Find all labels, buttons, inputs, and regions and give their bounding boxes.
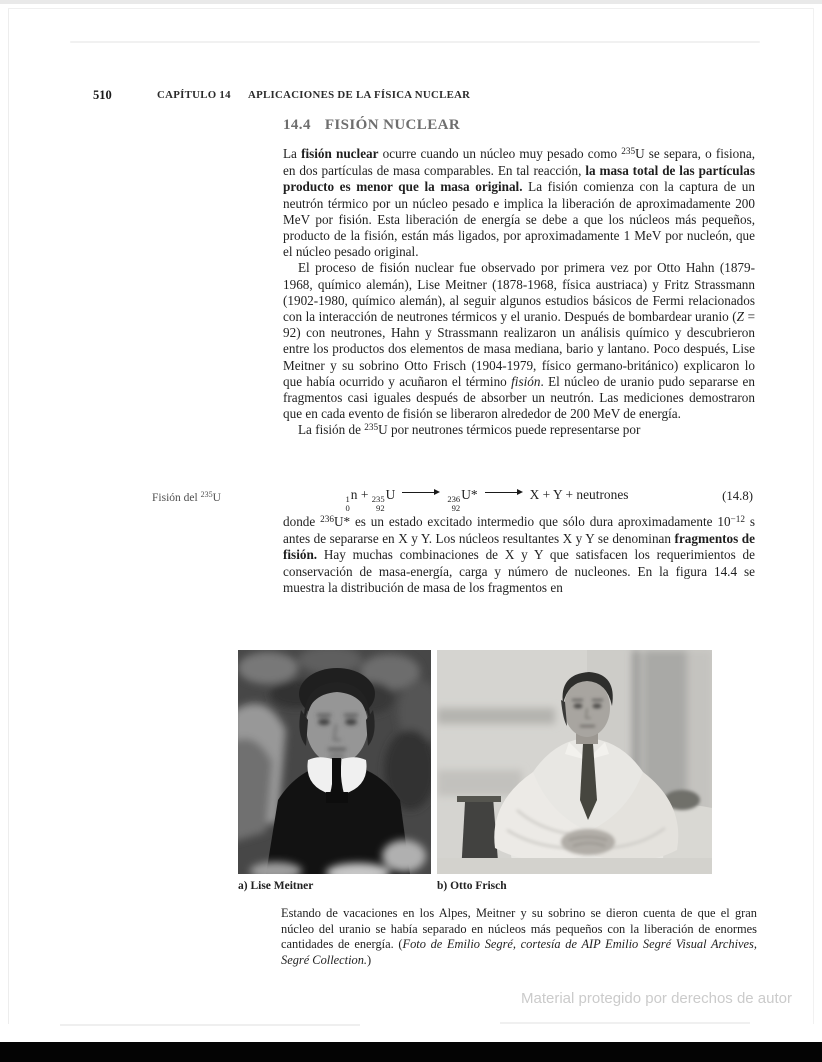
photo-lise-meitner xyxy=(238,650,431,874)
page-edge xyxy=(8,8,9,1024)
scan-artifact xyxy=(500,1022,750,1024)
bottom-black-bar xyxy=(0,1042,822,1062)
equation-number: (14.8) xyxy=(722,489,753,503)
body-paragraph-3: La fisión de $^{235}$U por neutrones térmicos puede representarse por xyxy=(298,422,641,438)
scan-artifact xyxy=(70,41,760,43)
body-paragraph-1: La fisión nuclear ocurre cuando un núcleo muy pesado como $^{235}$U se separa, o fisiona, en dos partículas de masa comparables. En tal reacción, la masa total de las partículas producto es menor que la masa original. La fisión comienza con la captura de un neutrón térmico por un núcleo pesado e implica la liberación de aproximadamente 200 MeV por fisión. Esta liberación de energía se debe a que los núcleos más pequeños, producto de la fisión, están más ligados, por aproximadamente 1 MeV por nucleón, que el núcleo pesado original. xyxy=(283,145,756,260)
caption-lise-meitner: a) Lise Meitner xyxy=(238,880,314,892)
page-edge xyxy=(8,8,814,9)
body-text-column-2 xyxy=(283,514,755,596)
otto-frisch-portrait-illustration xyxy=(437,650,712,874)
scan-edge-top-strip xyxy=(0,0,822,4)
page-number: 510 xyxy=(93,88,112,102)
photo-otto-frisch xyxy=(437,650,712,874)
caption-otto-frisch: b) Otto Frisch xyxy=(437,880,507,892)
running-header xyxy=(0,88,822,104)
copyright-watermark: Material protegido por derechos de autor xyxy=(521,990,792,1007)
margin-note-fission: Fisión del $^{235}$U xyxy=(152,490,221,504)
body-paragraph-2: El proceso de fisión nuclear fue observado por primera vez por Otto Hahn (1879-1968, químico alemán), Lise Meitner (1878-1968, física austriaca) y Fritz Strassmann (1902-1980, químico alemán), al seguir algunos estudios básicos de Fermi relacionados con la interacción de neutrones térmicos y el uranio. Después de bombardear uranio (Z = 92) con neutrones, Hahn y Strassmann realizaron un análisis químico y descubrieron entre los productos dos elementos de masa mediana, bario y lantano. Poco después, Lise Meitner y su sobrino Otto Frisch (1904-1979, físico germano-británico) explicaron lo que había ocurrido y acuñaron el término fisión. El núcleo de uranio pudo separarse en fragmentos casi iguales después de absorber un neutrón. Las mediciones demostraron que en cada evento de fisión se liberaron alrededor de 200 MeV de energía. xyxy=(283,260,756,422)
fission-equation: 1 0 n + 235 92 U 236 92 U* X + Y + neutrones xyxy=(345,487,629,513)
chapter-title: APLICACIONES DE LA FÍSICA NUCLEAR xyxy=(248,89,471,101)
figure-caption: Estando de vacaciones en los Alpes, Meitner y su sobrino se dieron cuenta de que el gran núcleo del uranio se había separado en núcleos más pequeños con la liberación de enormes cantidades de energía. (Foto de Emilio Segré, cortesía de AIP Emilio Segré Visual Archives, Segré Collection.) xyxy=(281,906,757,967)
lise-meitner-portrait-illustration xyxy=(238,650,431,874)
scan-artifact xyxy=(60,1024,360,1026)
body-text-column xyxy=(283,146,755,440)
page-edge xyxy=(813,8,814,1024)
section-title: FISIÓN NUCLEAR xyxy=(324,117,461,133)
section-number: 14.4 xyxy=(283,117,311,133)
chapter-label: CAPÍTULO 14 xyxy=(157,89,231,101)
body-paragraph-4: donde $^{236}$U* es un estado excitado intermedio que sólo dura aproximadamente $10^{-12}$ s antes de separarse en X y Y. Los núcleos resultantes X y Y se denominan fragmentos de fisión. Hay muchas combinaciones de X y Y que satisfacen los requerimientos de conservación de masa-energía, carga y número de nucleones. En la figura 14.4 se muestra la distribución de masa de los fragmentos en xyxy=(283,513,755,595)
section-heading xyxy=(283,117,460,134)
equation-row xyxy=(283,487,755,513)
